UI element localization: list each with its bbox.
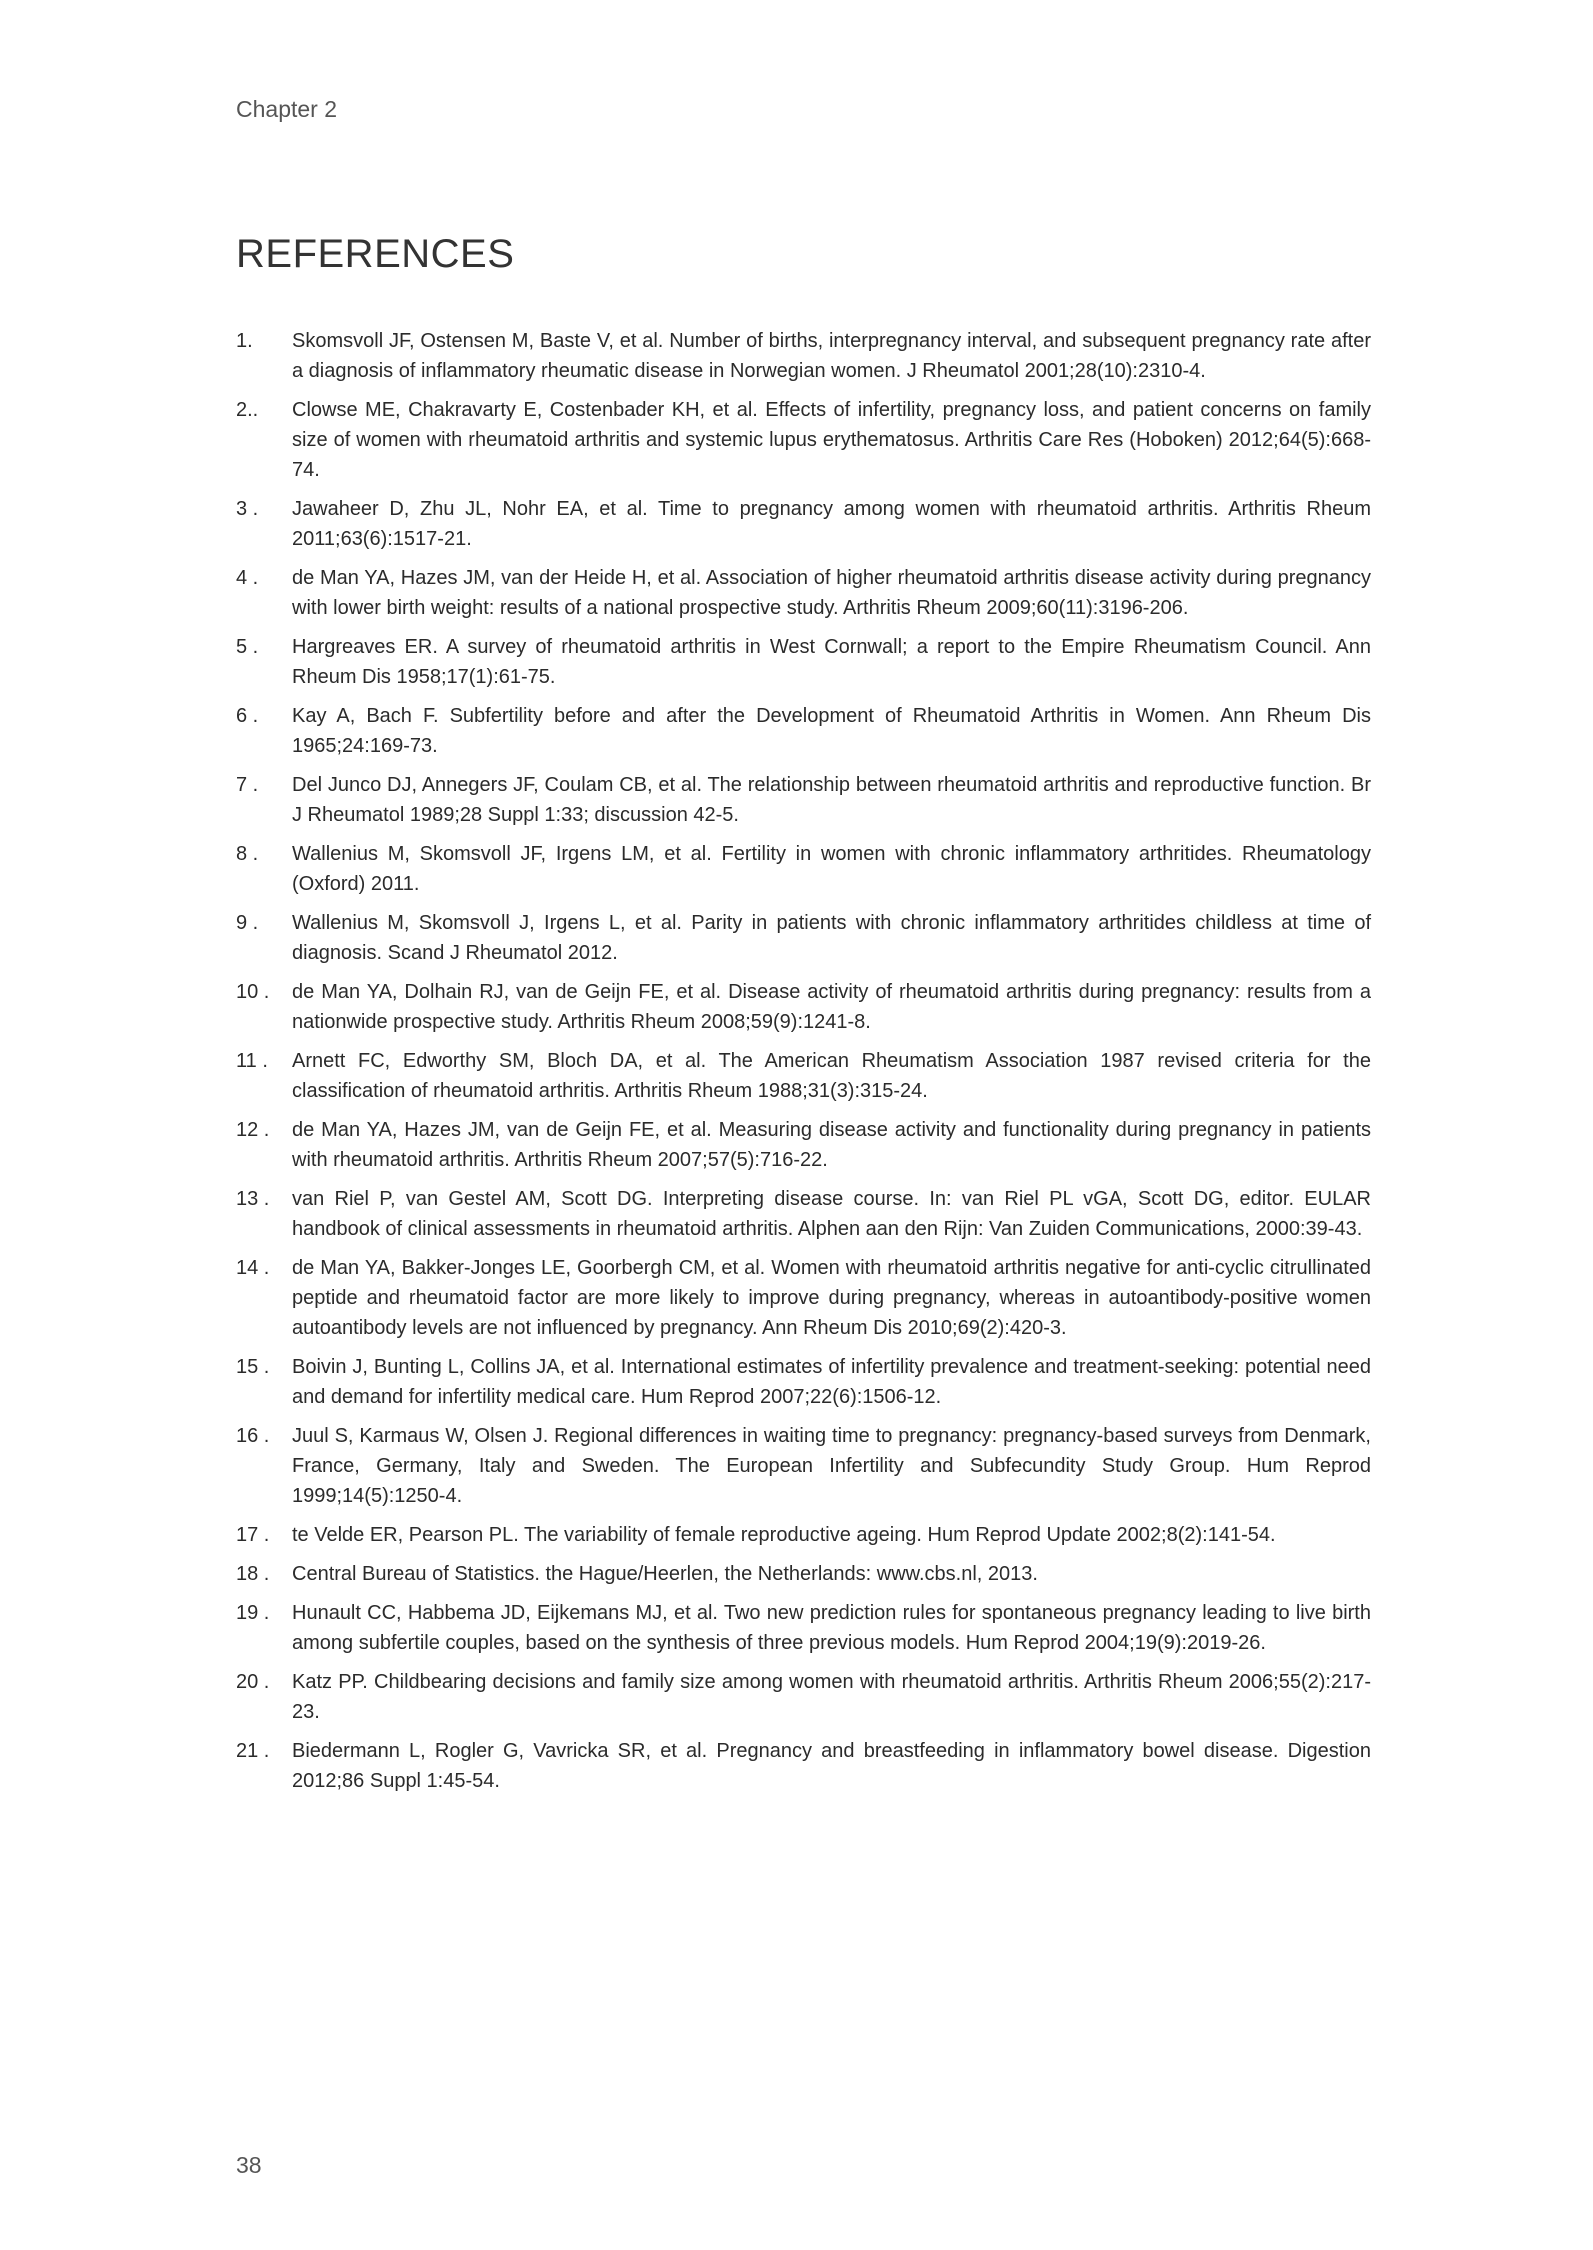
reference-item — [236, 977, 1371, 1037]
reference-text: Biedermann L, Rogler G, Vavricka SR, et al. Pregnancy and breastfeeding in inflammatory bowel disease. Digestion 2012;86 Suppl 1:45-54. — [292, 1740, 1371, 1792]
reference-text: te Velde ER, Pearson PL. The variability of female reproductive ageing. Hum Reprod Update 2002;8(2):141-54. — [292, 1524, 1276, 1546]
reference-item — [236, 701, 1371, 761]
reference-number: 14 . — [236, 1257, 270, 1279]
reference-text: Juul S, Karmaus W, Olsen J. Regional differences in waiting time to pregnancy: pregnancy-based surveys from Denmark, France, Germany, Italy and Sweden. The European Infertility and Subfecundity Study Group. Hum Reprod 1999;14(5):1250-4. — [292, 1425, 1371, 1507]
page-number: 38 — [236, 2152, 262, 2178]
reference-number: 2.. — [236, 399, 259, 421]
reference-number: 9 . — [236, 912, 259, 934]
section-title: REFERENCES — [236, 232, 515, 276]
reference-text: Boivin J, Bunting L, Collins JA, et al. International estimates of infertility prevalence and treatment-seeking: potential need and demand for infertility medical care. Hum Reprod 2007;22(6):1506-12. — [292, 1356, 1371, 1408]
reference-text: van Riel P, van Gestel AM, Scott DG. Interpreting disease course. In: van Riel PL vGA, Scott DG, editor. EULAR handbook of clinical assessments in rheumatoid arthritis. Alphen aan den Rijn: Van Zuiden Communications, 2000:39-43. — [292, 1188, 1371, 1240]
reference-text: de Man YA, Dolhain RJ, van de Geijn FE, et al. Disease activity of rheumatoid arthritis during pregnancy: results from a nationwide prospective study. Arthritis Rheum 2008;59(9):1241-8. — [292, 981, 1371, 1033]
reference-item — [236, 326, 1371, 386]
reference-number: 3 . — [236, 498, 259, 520]
reference-item — [236, 1421, 1371, 1511]
reference-text: Clowse ME, Chakravarty E, Costenbader KH, et al. Effects of infertility, pregnancy loss, and patient concerns on family size of women with rheumatoid arthritis and systemic lupus erythematosus. Arthritis Care Res (Hoboken) 2012;64(5):668-74. — [292, 399, 1371, 481]
reference-number: 5 . — [236, 636, 259, 658]
reference-text: Arnett FC, Edworthy SM, Bloch DA, et al. The American Rheumatism Association 1987 revised criteria for the classification of rheumatoid arthritis. Arthritis Rheum 1988;31(3):315-24. — [292, 1050, 1371, 1102]
reference-number: 18 . — [236, 1563, 270, 1585]
reference-number: 21 . — [236, 1740, 270, 1762]
reference-item — [236, 1736, 1371, 1796]
reference-item — [236, 563, 1371, 623]
reference-item — [236, 1520, 1371, 1550]
reference-item — [236, 632, 1371, 692]
reference-text: Central Bureau of Statistics. the Hague/Heerlen, the Netherlands: www.cbs.nl, 2013. — [292, 1563, 1038, 1585]
reference-item — [236, 1046, 1371, 1106]
reference-item — [236, 1559, 1371, 1589]
reference-text: Wallenius M, Skomsvoll J, Irgens L, et al. Parity in patients with chronic inflammatory arthritides childless at time of diagnosis. Scand J Rheumatol 2012. — [292, 912, 1371, 964]
reference-item — [236, 1184, 1371, 1244]
reference-item — [236, 1253, 1371, 1343]
reference-number: 11 . — [236, 1050, 268, 1072]
reference-text: Katz PP. Childbearing decisions and family size among women with rheumatoid arthritis. Arthritis Rheum 2006;55(2):217-23. — [292, 1671, 1371, 1723]
reference-item — [236, 908, 1371, 968]
reference-item — [236, 1598, 1371, 1658]
reference-number: 6 . — [236, 705, 259, 727]
reference-number: 8 . — [236, 843, 259, 865]
reference-number: 15 . — [236, 1356, 270, 1378]
reference-text: Skomsvoll JF, Ostensen M, Baste V, et al. Number of births, interpregnancy interval, and subsequent pregnancy rate after a diagnosis of inflammatory rheumatic disease in Norwegian women. J Rheumatol 2001;28(10):2310-4. — [292, 330, 1371, 382]
reference-number: 4 . — [236, 567, 259, 589]
reference-item — [236, 839, 1371, 899]
reference-item — [236, 1352, 1371, 1412]
reference-item — [236, 395, 1371, 485]
reference-text: de Man YA, Hazes JM, van de Geijn FE, et al. Measuring disease activity and functionality during pregnancy in patients with rheumatoid arthritis. Arthritis Rheum 2007;57(5):716-22. — [292, 1119, 1371, 1171]
reference-text: de Man YA, Hazes JM, van der Heide H, et al. Association of higher rheumatoid arthritis disease activity during pregnancy with lower birth weight: results of a national prospective study. Arthritis Rheum 2009;60(11):3196-206. — [292, 567, 1371, 619]
reference-item — [236, 494, 1371, 554]
reference-number: 13 . — [236, 1188, 270, 1210]
reference-number: 20 . — [236, 1671, 270, 1693]
reference-text: de Man YA, Bakker-Jonges LE, Goorbergh CM, et al. Women with rheumatoid arthritis negative for anti-cyclic citrullinated peptide and rheumatoid factor are more likely to improve during pregnancy, whereas in autoantibody-positive women autoantibody levels are not influenced by pregnancy. Ann Rheum Dis 2010;69(2):420-3. — [292, 1257, 1371, 1339]
reference-text: Wallenius M, Skomsvoll JF, Irgens LM, et al. Fertility in women with chronic inflammatory arthritides. Rheumatology (Oxford) 2011. — [292, 843, 1371, 895]
reference-text: Hunault CC, Habbema JD, Eijkemans MJ, et al. Two new prediction rules for spontaneous pregnancy leading to live birth among subfertile couples, based on the synthesis of three previous models. Hum Reprod 2004;19(9):2019-26. — [292, 1602, 1371, 1654]
reference-text: Hargreaves ER. A survey of rheumatoid arthritis in West Cornwall; a report to the Empire Rheumatism Council. Ann Rheum Dis 1958;17(1):61-75. — [292, 636, 1371, 688]
reference-text: Del Junco DJ, Annegers JF, Coulam CB, et al. The relationship between rheumatoid arthritis and reproductive function. Br J Rheumatol 1989;28 Suppl 1:33; discussion 42-5. — [292, 774, 1371, 826]
reference-list — [236, 326, 1371, 1805]
reference-item — [236, 770, 1371, 830]
reference-number: 17 . — [236, 1524, 270, 1546]
reference-text: Jawaheer D, Zhu JL, Nohr EA, et al. Time to pregnancy among women with rheumatoid arthritis. Arthritis Rheum 2011;63(6):1517-21. — [292, 498, 1371, 550]
reference-number: 7 . — [236, 774, 259, 796]
reference-number: 1. — [236, 330, 253, 352]
running-head: Chapter 2 — [236, 96, 338, 122]
reference-number: 10 . — [236, 981, 270, 1003]
reference-number: 16 . — [236, 1425, 270, 1447]
reference-number: 19 . — [236, 1602, 270, 1624]
reference-text: Kay A, Bach F. Subfertility before and after the Development of Rheumatoid Arthritis in Women. Ann Rheum Dis 1965;24:169-73. — [292, 705, 1371, 757]
reference-item — [236, 1667, 1371, 1727]
reference-number: 12 . — [236, 1119, 270, 1141]
reference-item — [236, 1115, 1371, 1175]
